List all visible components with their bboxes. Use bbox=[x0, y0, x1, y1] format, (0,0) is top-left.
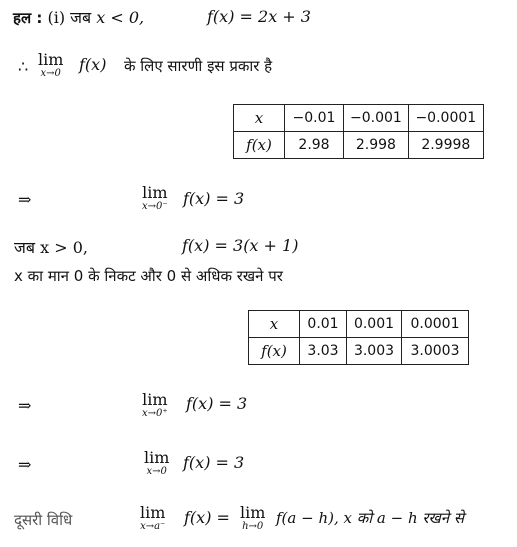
limit-expression-a-left: lim x→a⁻ bbox=[140, 503, 166, 532]
value-table-right bbox=[248, 310, 469, 365]
limit-expression-h: lim h→0 bbox=[240, 503, 266, 532]
case-condition: x < 0, bbox=[96, 8, 145, 27]
function-definition-1: f(x) = 2x + 3 bbox=[207, 7, 311, 26]
table-cell: −0.001 bbox=[344, 105, 409, 132]
substitution-text: f(a − h), x को a − h रखने से bbox=[276, 509, 465, 527]
table-cell: f(x) bbox=[249, 338, 300, 365]
table-cell: f(x) bbox=[234, 132, 285, 159]
solution-label: हल : bbox=[13, 9, 43, 27]
function-label: f(x) bbox=[79, 55, 107, 74]
function-definition-2: f(x) = 3(x + 1) bbox=[182, 236, 299, 255]
table-cell: 3.003 bbox=[347, 338, 402, 365]
limit-expression-both: lim x→0 bbox=[144, 448, 170, 477]
implies-arrow: ⇒ bbox=[18, 190, 32, 209]
table-cell: x bbox=[234, 105, 285, 132]
table-cell: 3.0003 bbox=[402, 338, 469, 365]
table-cell: 0.001 bbox=[347, 311, 402, 338]
table-intro-text: के लिए सारणी इस प्रकार है bbox=[124, 57, 273, 75]
near-zero-text: x का मान 0 के निकट और 0 से अधिक रखने पर bbox=[14, 267, 283, 285]
limit-result-left: f(x) = 3 bbox=[183, 189, 245, 208]
therefore-symbol: ∴ bbox=[18, 57, 29, 76]
table-row bbox=[234, 105, 484, 132]
table-cell: 2.9998 bbox=[408, 132, 483, 159]
solution-line bbox=[13, 6, 144, 28]
function-equals: f(x) = bbox=[184, 508, 230, 527]
limit-expression-left: lim x→0⁻ bbox=[142, 183, 168, 212]
table-row bbox=[249, 311, 469, 338]
table-cell: 2.98 bbox=[285, 132, 344, 159]
limit-result-both: f(x) = 3 bbox=[183, 453, 245, 472]
table-cell: 3.03 bbox=[300, 338, 347, 365]
table-cell: 0.01 bbox=[300, 311, 347, 338]
table-cell: x bbox=[249, 311, 300, 338]
limit-expression-right: lim x→0⁺ bbox=[142, 390, 168, 419]
case-condition-right: जब x > 0, bbox=[14, 238, 88, 257]
implies-arrow: ⇒ bbox=[18, 455, 32, 474]
limit-expression-1: lim x→0 bbox=[38, 50, 64, 79]
second-method-label: दूसरी विधि bbox=[14, 511, 73, 529]
table-cell: 0.0001 bbox=[402, 311, 469, 338]
table-row bbox=[249, 338, 469, 365]
limit-result-right: f(x) = 3 bbox=[186, 394, 248, 413]
table-cell: 2.998 bbox=[344, 132, 409, 159]
table-cell: −0.0001 bbox=[408, 105, 483, 132]
value-table-left bbox=[233, 104, 484, 159]
implies-arrow: ⇒ bbox=[18, 396, 32, 415]
case-part: (i) जब bbox=[47, 8, 92, 27]
table-row bbox=[234, 132, 484, 159]
table-cell: −0.01 bbox=[285, 105, 344, 132]
